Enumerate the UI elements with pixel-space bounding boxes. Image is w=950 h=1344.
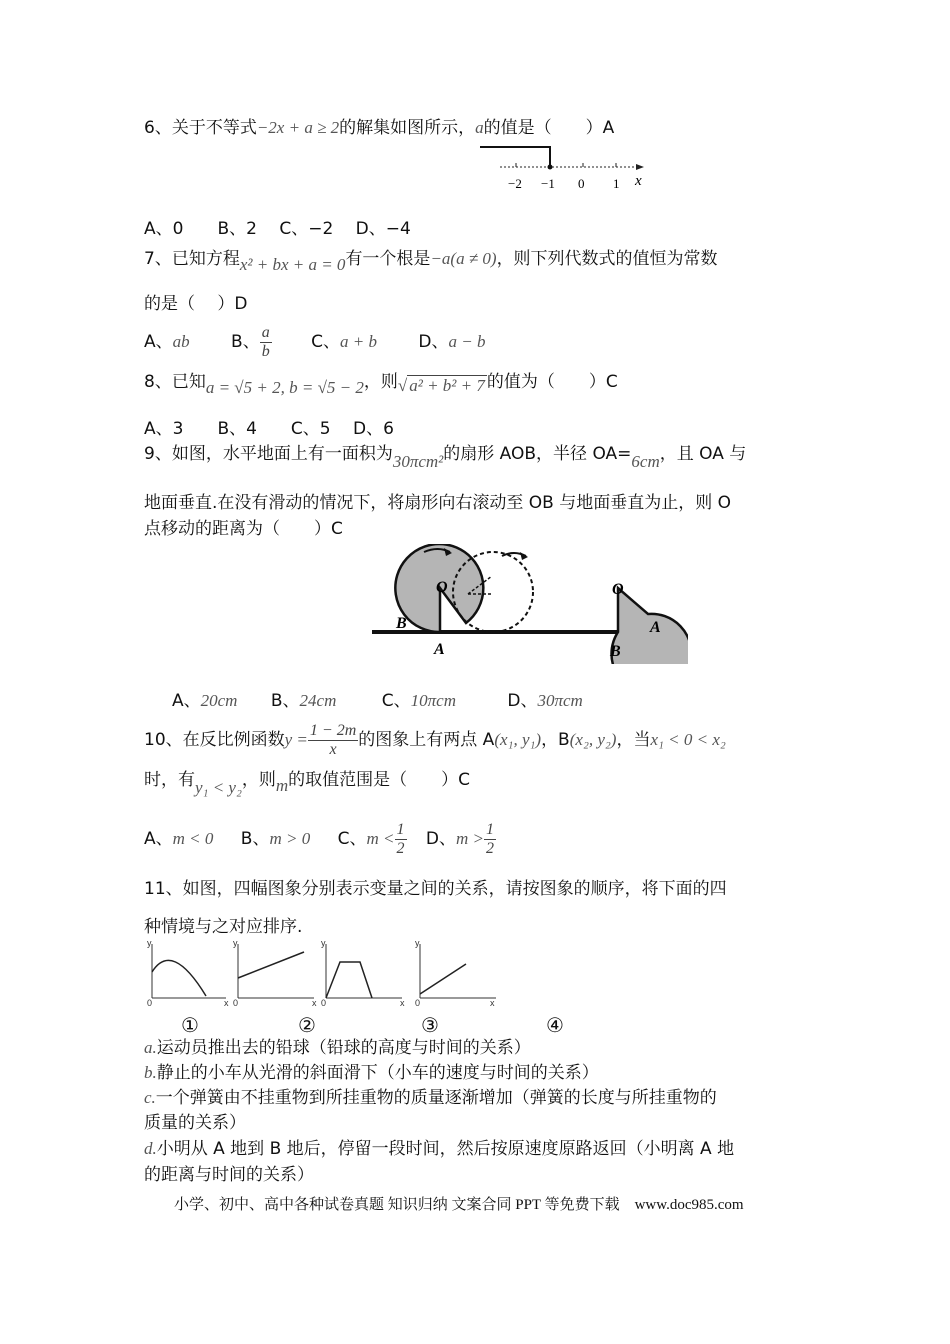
svg-text:0: 0 xyxy=(233,998,239,1008)
q11-line1: 11、如图，四幅图象分别表示变量之间的关系，请按图象的顺序，将下面的四 xyxy=(144,879,727,899)
q11-item-c-cont: 质量的关系） xyxy=(144,1113,246,1133)
page-footer: 小学、初中、高中各种试卷真题 知识归纳 文案合同 PPT 等免费下载 www.doc985.com xyxy=(174,1197,744,1213)
q7-options: A、ab B、 $\frac{a}{b}$ C、a + b D、a − b xyxy=(144,323,486,360)
graph-label: ② xyxy=(298,1013,316,1037)
q10-stem: 10、在反比例函数y = $\frac{1 - 2m}{x}$ 的图象上有两点 A(x₁, y₁)，B(x₂, y₂)，当x₁ < 0 < x₂ xyxy=(144,721,726,758)
graph-label: ③ xyxy=(421,1013,439,1037)
svg-text:0: 0 xyxy=(147,998,153,1008)
axis-label: x xyxy=(635,173,642,189)
graph-label: ① xyxy=(181,1013,199,1037)
q9-stem: 9、如图，水平地面上有一面积为30πcm²的扇形 AOB，半径 OA=6cm，且 OA 与 xyxy=(144,444,747,471)
q8-options: A、3 B、4 C、5 D、6 xyxy=(144,419,394,439)
svg-text:x: x xyxy=(490,998,495,1008)
graph-4 xyxy=(415,938,496,1008)
label-a: A xyxy=(650,619,661,636)
q7-stem-cont: 的是（ ）D xyxy=(144,294,248,314)
q11-item-c: c.一个弹簧由不挂重物到所挂重物的质量逐渐增加（弹簧的长度与所挂重物的 xyxy=(144,1088,717,1108)
tick-label: −1 xyxy=(541,176,555,191)
tick-label: 1 xyxy=(613,176,620,191)
label-o: O xyxy=(612,581,624,598)
graph-label: ④ xyxy=(546,1013,564,1037)
q9-options: A、20cm B、24cm C、10πcm D、30πcm xyxy=(172,691,583,711)
graph-3 xyxy=(321,938,405,1008)
q11-item-d: d.小明从 A 地到 B 地后，停留一段时间，然后按原速度原路返回（小明离 A 地 xyxy=(144,1139,735,1159)
q10-options: A、m < 0 B、m > 0 C、m < $\frac{1}{2}$ D、m > $\frac{1}{2}$ xyxy=(144,820,494,857)
q7-frac: $\frac{a}{b}$ xyxy=(261,323,270,360)
half-frac: $\frac{1}{2}$ xyxy=(486,820,494,857)
q6-number-line xyxy=(478,143,648,203)
svg-text:y: y xyxy=(147,938,152,948)
svg-text:x: x xyxy=(400,998,405,1008)
tick-label: −2 xyxy=(508,176,522,191)
q6-stem: 6、关于不等式−2x + a ≥ 2的解集如图所示，a的值是（ ）A xyxy=(144,118,615,138)
label-b: B xyxy=(396,615,407,632)
q11-item-b: b.静止的小车从光滑的斜面滑下（小车的速度与时间的关系） xyxy=(144,1063,599,1083)
label-o: O xyxy=(436,579,448,596)
svg-text:y: y xyxy=(233,938,238,948)
q10-frac: $\frac{1 - 2m}{x}$ xyxy=(309,721,357,758)
q11-line2: 种情境与之对应排序. xyxy=(144,917,303,937)
q9-line3: 点移动的距离为（ ）C xyxy=(144,519,343,539)
svg-text:0: 0 xyxy=(321,998,327,1008)
svg-text:x: x xyxy=(224,998,229,1008)
q6-math: −2x + a ≥ 2 xyxy=(256,118,340,137)
svg-text:0: 0 xyxy=(415,998,421,1008)
q9-line2: 地面垂直.在没有滑动的情况下，将扇形向右滚动至 OB 与地面垂直为止，则 O xyxy=(144,493,732,513)
graph-2 xyxy=(233,938,317,1008)
label-a: A xyxy=(434,641,445,658)
svg-text:y: y xyxy=(415,938,420,948)
q8-stem: 8、已知a = √5 + 2, b = √5 − 2，则√ a² + b² + 7 的值为（ ）C xyxy=(144,372,618,397)
q11-item-d-cont: 的距离与时间的关系） xyxy=(144,1165,314,1185)
q10-stem-cont: 时，有y₁ < y₂，则m的取值范围是（ ）C xyxy=(144,770,471,797)
half-frac: $\frac{1}{2}$ xyxy=(396,820,405,857)
q11-graphs xyxy=(144,938,504,1010)
q9-sector-figure xyxy=(368,544,688,664)
graph-1 xyxy=(147,938,229,1008)
svg-text:y: y xyxy=(321,938,326,948)
q6-options: A、0 B、2 C、−2 D、−4 xyxy=(144,219,411,239)
q11-item-a: a.运动员推出去的铅球（铅球的高度与时间的关系） xyxy=(144,1038,531,1058)
q7-stem: 7、已知方程x² + bx + a = 0有一个根是−a(a ≠ 0)，则下列代数式的值恒为常数 xyxy=(144,249,718,274)
svg-text:x: x xyxy=(312,998,317,1008)
tick-label: 0 xyxy=(578,176,585,191)
label-b: B xyxy=(610,643,621,660)
